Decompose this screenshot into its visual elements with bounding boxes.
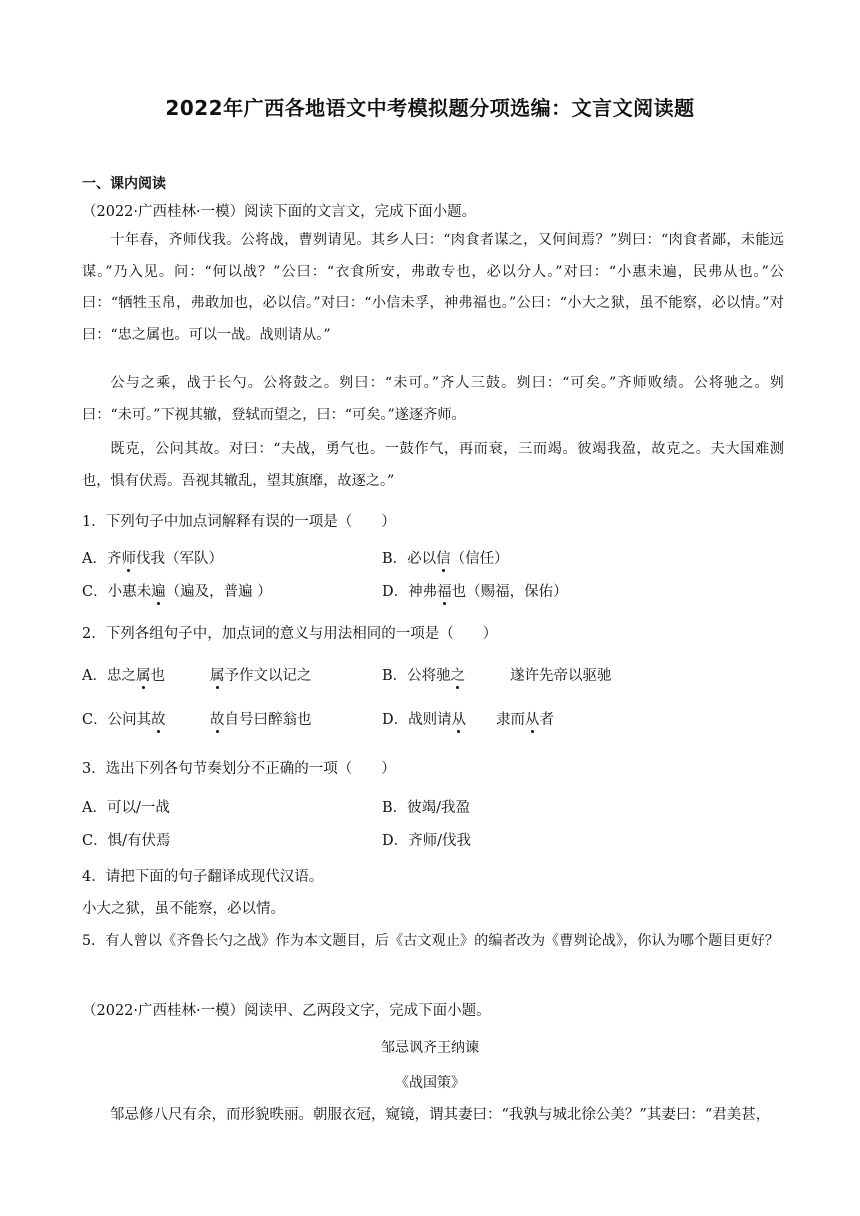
question-2-option-d-second: 隶而从者 — [496, 712, 554, 728]
question-1-stem: 1．下列句子中加点词解释有误的一项是（ ） — [82, 514, 396, 530]
question-4-stem: 4．请把下面的句子翻译成现代汉语。 — [82, 869, 324, 885]
question-1-option-d: D．神弗福也（赐福，保佑） — [382, 584, 568, 600]
passage2-paragraph-1: 邹忌修八尺有余，而形貌昳丽。朝服衣冠，窥镜，谓其妻曰：“我孰与城北徐公美？”其妻曰：“君美甚， — [110, 1107, 771, 1123]
question-4-sentence: 小大之狱，虽不能察，必以情。 — [82, 901, 285, 917]
question-1-option-b: B．必以信（信任） — [382, 551, 509, 567]
question-2-option-a-first: A．忠之属也 — [82, 668, 165, 684]
question-2-option-c-second: 故自号曰醉翁也 — [210, 712, 312, 728]
question-2-option-a-second: 属予作文以记之 — [210, 668, 312, 684]
question-1-option-a: A．齐师伐我（军队） — [82, 551, 223, 567]
passage2-intro: （2022·广西桂林·一模）阅读甲、乙两段文字，完成下面小题。 — [82, 1003, 491, 1019]
passage1-paragraph-3: 既克，公问其故。对曰：“夫战，勇气也。一鼓作气，再而衰，三而竭。彼竭我盈，故克之。夫大国难测也，惧有伏焉。吾视其辙乱，望其旗靡，故逐之。” — [82, 441, 784, 489]
question-2-option-b-second: 遂许先帝以驱驰 — [510, 668, 612, 684]
question-5-stem: 5．有人曾以《齐鲁长勺之战》作为本文题目，后《古文观止》的编者改为《曹刿论战》，你认为哪个题目更好？ — [82, 933, 780, 949]
passage1-intro: （2022·广西桂林·一模）阅读下面的文言文，完成下面小题。 — [82, 204, 477, 220]
question-3-option-b: B．彼竭/我盈 — [382, 800, 471, 816]
page-title: 2022年广西各地语文中考模拟题分项选编：文言文阅读题 — [165, 96, 695, 120]
passage1-paragraph-2: 公与之乘，战于长勺。公将鼓之。刿曰：“未可。”齐人三鼓。刿曰：“可矣。”齐师败绩。公将驰之。刿曰：“未可。”下视其辙，登轼而望之，曰：“可矣。”遂逐齐师。 — [82, 375, 784, 423]
passage2-title: 邹忌讽齐王纳谏 — [381, 1040, 479, 1056]
question-3-option-d: D．齐师/伐我 — [382, 833, 472, 849]
question-3-stem: 3．选出下列各句节奏划分不正确的一项（ ） — [82, 761, 396, 777]
question-2-option-b-first: B．公将驰之 — [382, 668, 466, 684]
question-3-option-c: C．惧/有伏焉 — [82, 833, 171, 849]
question-1-option-c: C．小惠未遍（遍及，普遍 ） — [82, 584, 272, 600]
passage1-paragraph-1: 十年春，齐师伐我。公将战，曹刿请见。其乡人曰：“肉食者谋之，又何间焉？”刿曰：“肉食者鄙，未能远谋。”乃入见。问：“何以战？”公曰：“衣食所安，弗敢专也，必以分人。”对曰：“小惠未遍，民弗从也。”公曰：“牺牲玉帛，弗敢加也，必以信。”对曰：“小信未孚，神弗福也。”公曰：“小大之狱，虽不能察，必以情。”对曰：“忠之属也。可以一战。战则请从。” — [82, 232, 784, 343]
question-2-option-c-first: C．公问其故 — [82, 712, 166, 728]
question-2-stem: 2．下列各组句子中，加点词的意义与用法相同的一项是（ ） — [82, 626, 498, 642]
section-heading-1: 一、课内阅读 — [82, 176, 166, 192]
question-3-option-a: A．可以/一战 — [82, 800, 170, 816]
passage2-source: 《战国策》 — [395, 1075, 465, 1091]
question-2-option-d-first: D．战则请从 — [382, 712, 467, 728]
